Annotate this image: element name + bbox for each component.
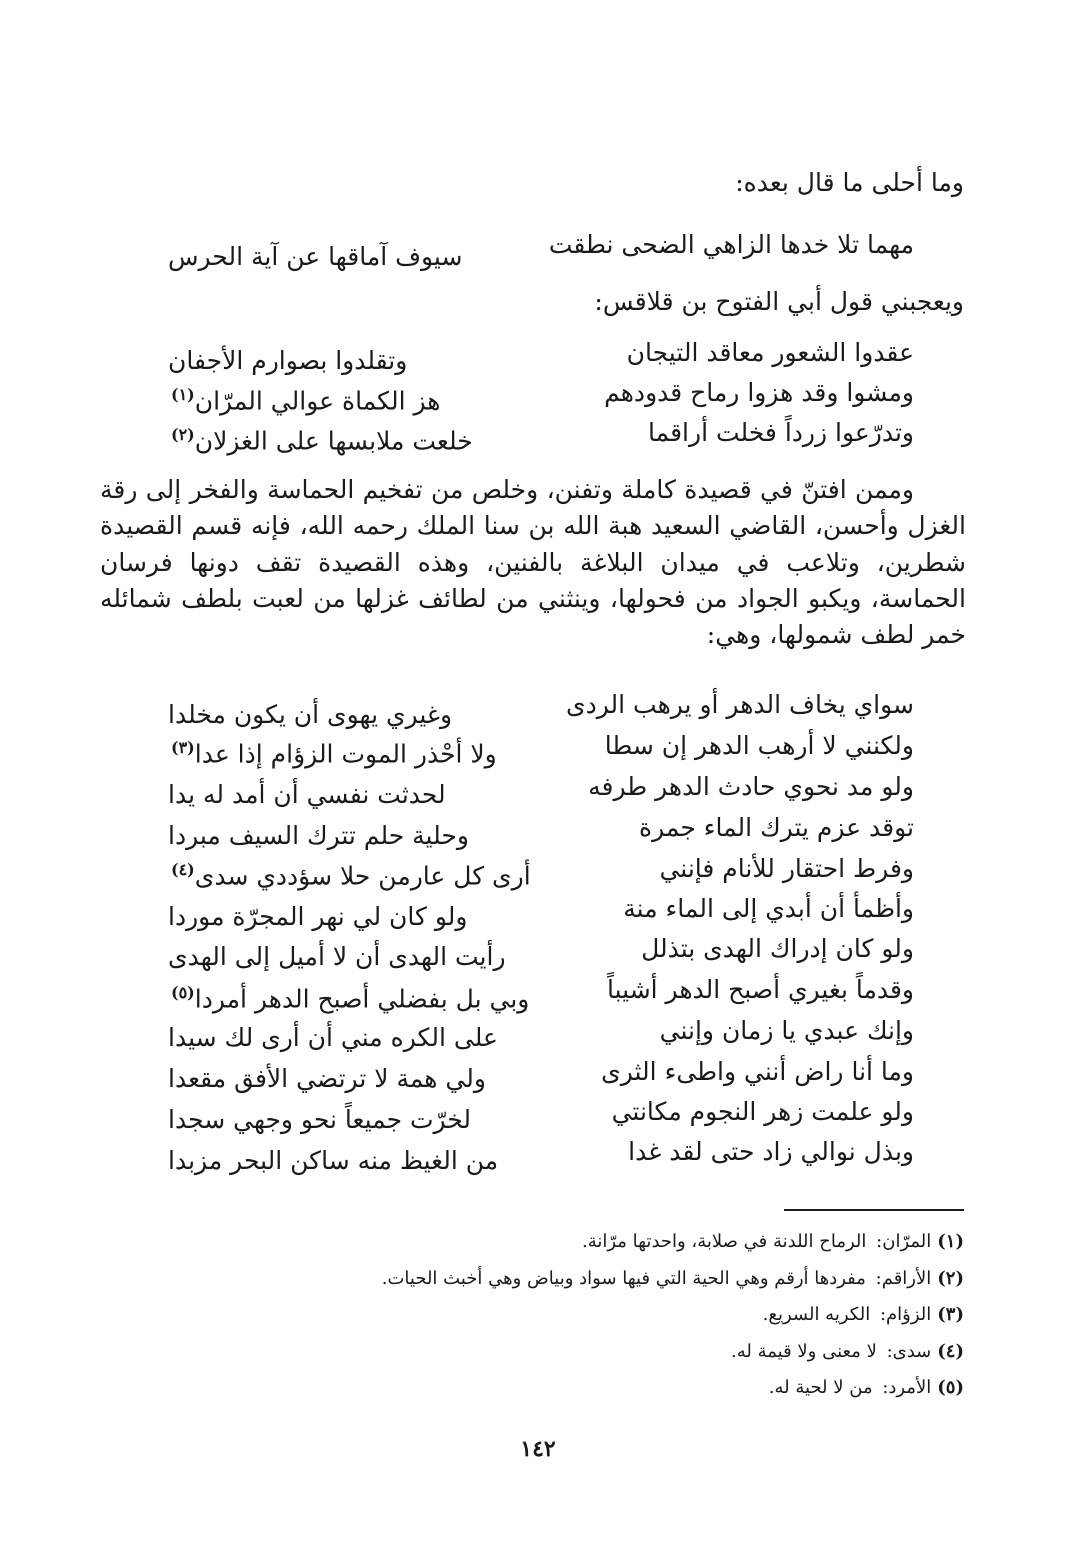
footnote-marker[interactable]: (٣) xyxy=(171,738,195,757)
couplet-1-second-hemistich: سيوف آماقها عن آية الحرس xyxy=(168,242,463,271)
footnote-number: (٣) xyxy=(937,1304,964,1325)
footnote-item xyxy=(164,1232,964,1269)
footnote-text: مفردها أرقم وهي الحية التي فيها سواد وبياض وهي أخبث الحيات. xyxy=(381,1267,866,1289)
footnote-text: الكريه السريع. xyxy=(762,1304,871,1325)
footnote-term: الأراقم: xyxy=(875,1267,932,1289)
couplet-1-first-hemistich: مهما تلا خدها الزاهي الضحى نطقت xyxy=(548,230,914,259)
poem-second-hemistich: وبي بل بفضلي أصبح الدهر أمردا$^{(٥)}$ xyxy=(171,983,530,1014)
verse-first-hemistich: عقدوا الشعور معاقد التيجان xyxy=(626,338,914,367)
poem-second-hemistich: لخرّت جميعاً نحو وجهي سجدا xyxy=(168,1105,472,1134)
footnote-term: المرّان: xyxy=(876,1231,932,1252)
footnote-number: (١) xyxy=(937,1231,964,1252)
poem-first-hemistich: وبذل نوالي زاد حتى لقد غدا xyxy=(628,1137,914,1166)
poem-second-hemistich: ولا أحْذر الموت الزؤام إذا عدا$^{(٣)}$ xyxy=(171,738,497,769)
intro-line-1: وما أحلى ما قال بعده: xyxy=(735,168,964,197)
footnote-marker[interactable]: (٤) xyxy=(171,860,195,879)
footnote-marker[interactable]: (٥) xyxy=(171,983,195,1002)
footnote-number: (٤) xyxy=(937,1340,964,1362)
poem-first-hemistich: ولو علمت زهر النجوم مكانتي xyxy=(611,1097,914,1126)
poem-second-hemistich: ولو كان لي نهر المجرّة موردا xyxy=(168,902,468,931)
footnote-text: من لا لحية له. xyxy=(768,1377,873,1398)
footnote-term: الزؤام: xyxy=(879,1304,932,1325)
poem-first-hemistich: ولو كان إدراك الهدى بتذلل xyxy=(641,934,914,963)
intro-line-2: ويعجبني قول أبي الفتوح بن قلاقس: xyxy=(594,287,964,316)
poem-first-hemistich: ولو مد نحوي حادث الدهر طرفه xyxy=(588,772,914,801)
prose-paragraph xyxy=(100,472,966,653)
poem-second-hemistich: من الغيظ منه ساكن البحر مزبدا xyxy=(168,1146,499,1175)
poem-first-hemistich: وإنك عبدي يا زمان وإنني xyxy=(659,1016,914,1045)
footnote-text: الرماح اللدنة في صلابة، واحدتها مرّانة. xyxy=(581,1231,867,1252)
poem-second-hemistich: على الكره مني أن أرى لك سيدا xyxy=(168,1023,498,1052)
footnote-item xyxy=(164,1305,964,1342)
footnotes xyxy=(164,1232,964,1415)
paragraph-text: وممن افتنّ في قصيدة كاملة وتفنن، وخلص من تفخيم الحماسة والفخر إلى رقة الغزل وأحسن، القاضي السعيد هبة الله بن سنا الملك رحمه الله، فإنه قسم القصيدة شطرين، وتلاعب في ميدان البلاغة بالفنين، وهذه القصيدة تقف دونها فرسان الحماسة، ويكبو الجواد من فحولها، وينثني من لطائف غزلها من لعبت بلطف شمائله خمر لطف شمولها، وهي: xyxy=(100,475,966,650)
verse-first-hemistich: ومشوا وقد هزوا رماح قدودهم xyxy=(604,378,914,407)
footnote-item xyxy=(164,1342,964,1379)
poem-second-hemistich: وغيري يهوى أن يكون مخلدا xyxy=(168,700,453,729)
footnote-term: سدى: xyxy=(886,1340,932,1362)
poem-second-hemistich: رأيت الهدى أن لا أميل إلى الهدى xyxy=(168,942,506,971)
poem-first-hemistich: ولكنني لا أرهب الدهر إن سطا xyxy=(604,731,914,760)
footnote-item xyxy=(164,1378,964,1415)
page-number: ١٤٢ xyxy=(520,1436,556,1462)
poem-first-hemistich: توقد عزم يترك الماء جمرة xyxy=(638,813,914,842)
poem-second-hemistich: أرى كل عارمن حلا سؤددي سدى$^{(٤)}$ xyxy=(171,860,531,891)
poem-second-hemistich: لحدثت نفسي أن أمد له يدا xyxy=(168,780,446,809)
poem-first-hemistich: سواي يخاف الدهر أو يرهب الردى xyxy=(566,690,914,719)
footnote-term: الأمرد: xyxy=(882,1377,932,1398)
footnote-number: (٢) xyxy=(937,1267,964,1289)
footnote-marker[interactable]: (٢) xyxy=(171,425,195,444)
verse-second-hemistich: هز الكماة عوالي المرّان$^{(١)}$ xyxy=(171,385,441,416)
poem-second-hemistich: وحلية حلم تترك السيف مبردا xyxy=(168,821,469,850)
footnote-divider xyxy=(784,1209,964,1211)
footnote-number: (٥) xyxy=(937,1377,964,1398)
poem-first-hemistich: وأظمأ أن أبدي إلى الماء منة xyxy=(623,894,914,923)
poem-second-hemistich: ولي همة لا ترتضي الأفق مقعدا xyxy=(168,1064,486,1093)
verse-second-hemistich: خلعت ملابسها على الغزلان$^{(٢)}$ xyxy=(171,425,473,456)
footnote-item xyxy=(164,1269,964,1306)
footnote-text: لا معنى ولا قيمة له. xyxy=(731,1340,877,1362)
footnote-marker[interactable]: (١) xyxy=(171,385,195,404)
poem-first-hemistich: وقدماً بغيري أصبح الدهر أشيباً xyxy=(607,975,914,1004)
verse-second-hemistich: وتقلدوا بصوارم الأجفان xyxy=(168,346,408,375)
poem-first-hemistich: وفرط احتقار للأنام فإنني xyxy=(659,854,914,883)
poem-first-hemistich: وما أنا راض أنني واطىء الثرى xyxy=(601,1057,914,1086)
verse-first-hemistich: وتدرّعوا زرداً فخلت أراقما xyxy=(648,418,914,447)
